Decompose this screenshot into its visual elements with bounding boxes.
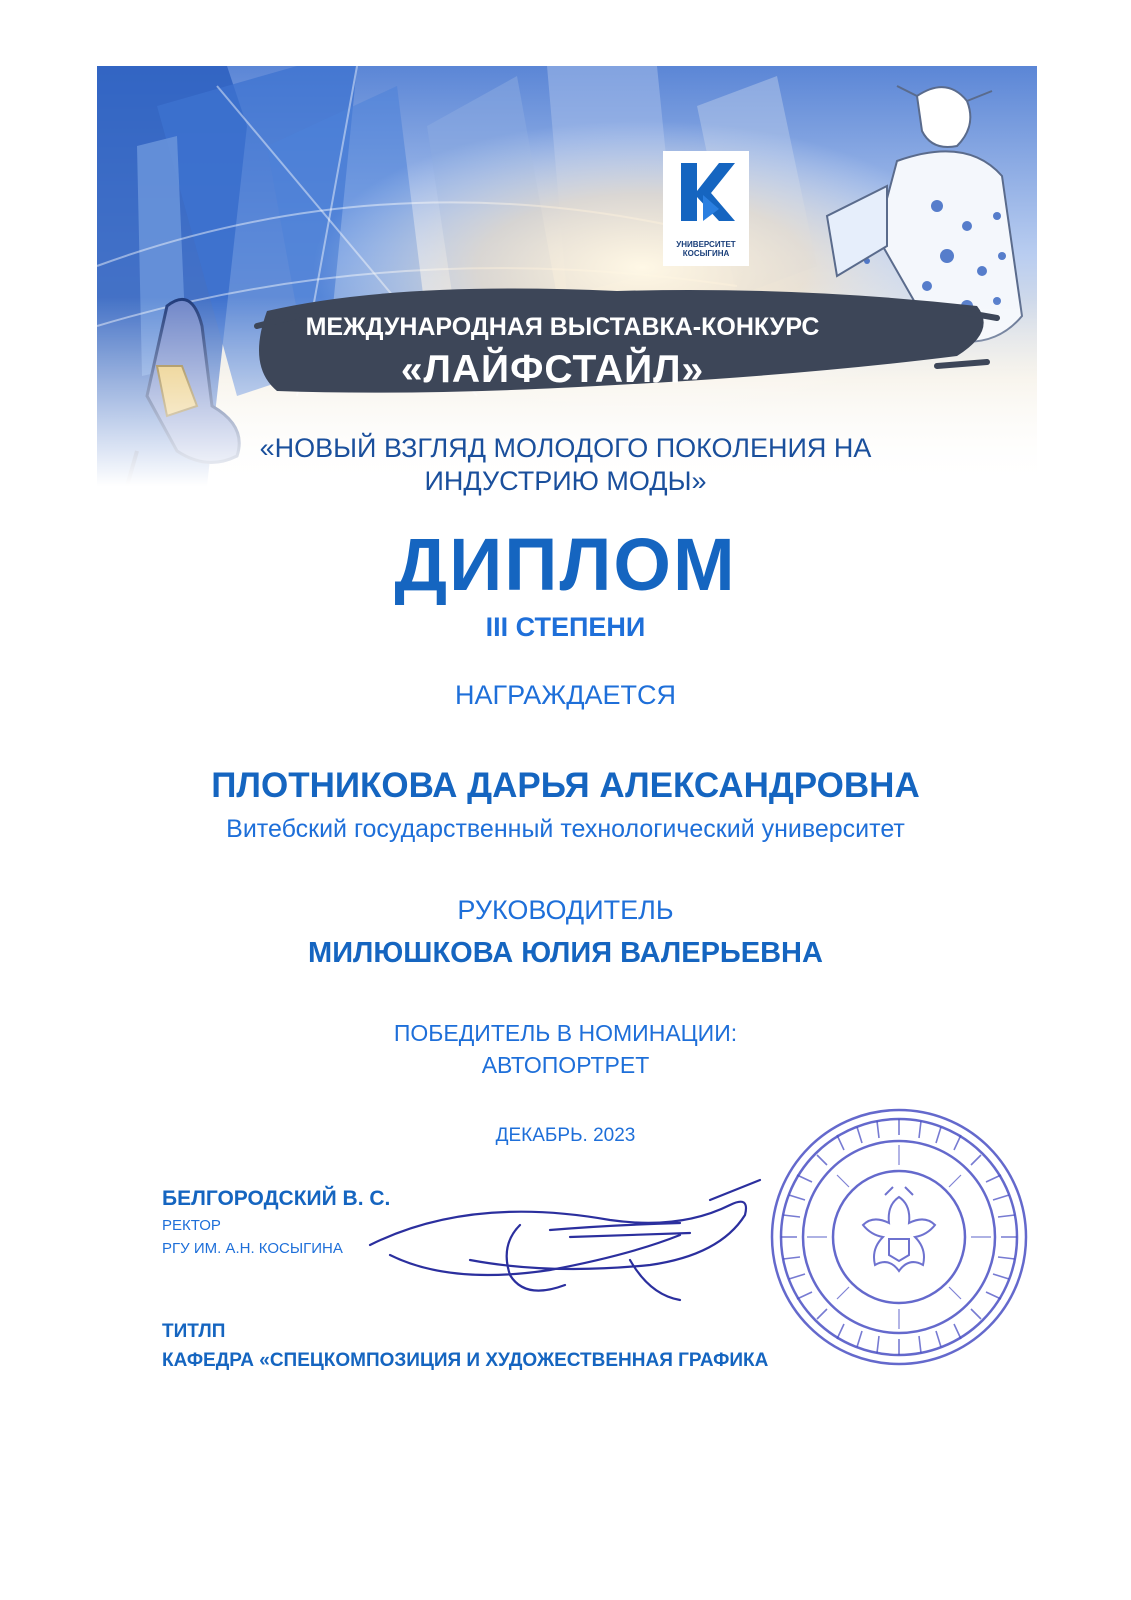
recipient-name: ПЛОТНИКОВА ДАРЬЯ АЛЕКСАНДРОВНА: [211, 766, 920, 805]
footer-org: ТИТЛП: [162, 1321, 226, 1342]
supervisor-label: РУКОВОДИТЕЛЬ: [457, 895, 674, 925]
logo-text-line1: УНИВЕРСИТЕТ: [676, 240, 736, 249]
diploma-degree: III СТЕПЕНИ: [485, 612, 646, 642]
awarded-label: НАГРАЖДАЕТСЯ: [454, 680, 677, 710]
event-title-line2: «ЛАЙФСТАЙЛ»: [400, 348, 705, 391]
diploma-date: ДЕКАБРЬ. 2023: [495, 1125, 636, 1146]
recipient-institution: Витебский государственный технологический университет: [226, 815, 905, 843]
nomination-value: АВТОПОРТРЕТ: [481, 1052, 650, 1078]
event-subtitle-line1: «НОВЫЙ ВЗГЛЯД МОЛОДОГО ПОКОЛЕНИЯ НА: [259, 433, 872, 463]
signatory-position: РЕКТОР: [162, 1217, 221, 1234]
diploma-title: ДИПЛОМ: [394, 523, 737, 606]
event-title-line1: МЕЖДУНАРОДНАЯ ВЫСТАВКА-КОНКУРС: [305, 313, 820, 341]
header-banner: [97, 66, 1037, 486]
eagle-emblem-icon: [863, 1187, 935, 1271]
nomination-label: ПОБЕДИТЕЛЬ В НОМИНАЦИИ:: [393, 1020, 738, 1046]
signatory-organization: РГУ ИМ. А.Н. КОСЫГИНА: [162, 1240, 343, 1257]
signatory-name: БЕЛГОРОДСКИЙ В. С.: [162, 1187, 391, 1210]
footer-department: КАФЕДРА «СПЕЦКОМПОЗИЦИЯ И ХУДОЖЕСТВЕННАЯ ГРАФИКА: [162, 1350, 769, 1371]
official-seal-stamp: [767, 1105, 1032, 1370]
banner-illustration: [97, 66, 1037, 486]
event-subtitle-line2: ИНДУСТРИЮ МОДЫ»: [424, 466, 707, 496]
logo-text-line2: КОСЫГИНА: [682, 249, 730, 258]
supervisor-name: МИЛЮШКОВА ЮЛИЯ ВАЛЕРЬЕВНА: [308, 937, 823, 969]
k-logo-icon: [663, 151, 749, 231]
handwritten-signature: [350, 1175, 800, 1305]
university-logo: [663, 151, 749, 266]
